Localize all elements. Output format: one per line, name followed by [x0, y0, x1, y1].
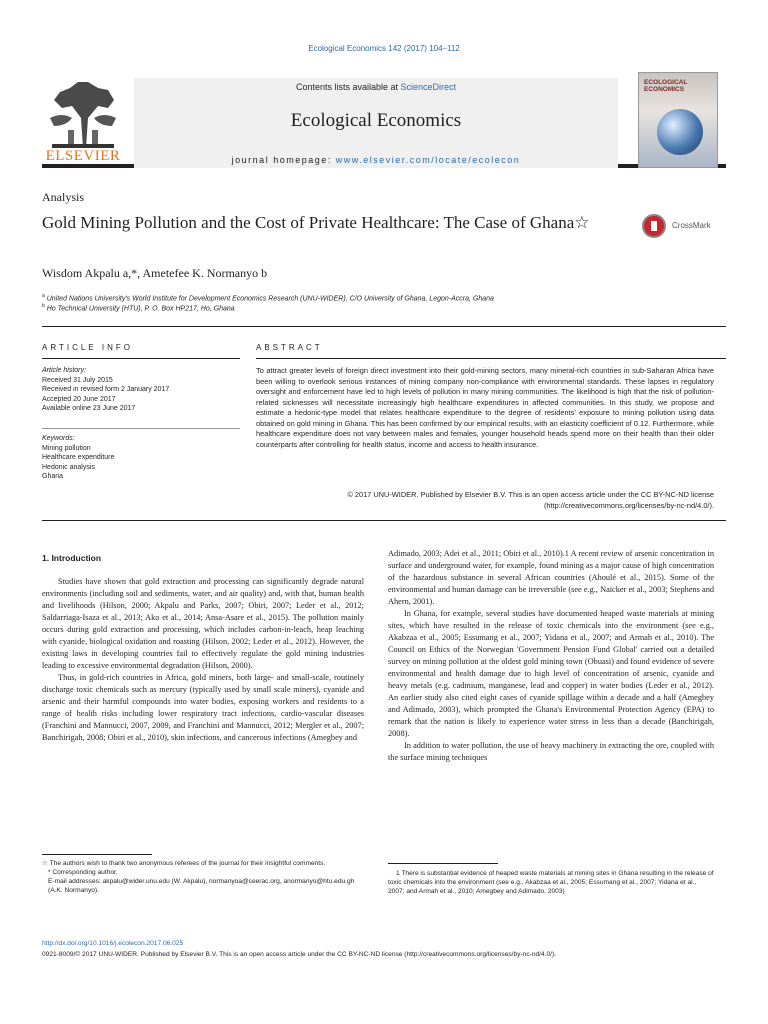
article-title: Gold Mining Pollution and the Cost of Private Healthcare: The Case of Ghana☆ — [42, 213, 590, 232]
footnote-rule-right — [388, 863, 498, 864]
intro-right-column — [388, 548, 714, 764]
keywords-label: Keywords: — [42, 435, 75, 442]
cover-title: ECOLOGICAL ECONOMICS — [644, 79, 688, 93]
abstract-license[interactable]: © 2017 UNU-WIDER. Published by Elsevier B.V. This is an open access article under the CC BY-NC-ND license (http://creativecommons.org/licenses/by-nc-nd/4.0/). — [347, 490, 714, 510]
header-rule — [42, 326, 726, 327]
doi-link[interactable] — [42, 940, 183, 947]
article-history — [42, 366, 240, 414]
keyword-item: Mining pollution — [42, 444, 91, 452]
doi-link-text[interactable]: http://dx.doi.org/10.1016/j.ecolecon.2017.06.025 — [42, 940, 184, 947]
author-list: Wisdom Akpalu a,*, Ametefee K. Normanyo b — [42, 266, 268, 280]
keyword-item: Ghana — [42, 473, 64, 480]
article-info-heading: ARTICLE INFO — [42, 343, 133, 352]
info-rule-top — [42, 358, 240, 359]
info-rule-middle — [42, 428, 240, 429]
intro-paragraph: In addition to water pollution, the use of heavy machinery in extracting the ore, coupled with the surface mining techniques — [388, 741, 714, 762]
journal-homepage: journal homepage: www.elsevier.com/locate/ecolecon — [231, 155, 521, 165]
keyword-item: Hedonic analysis — [42, 463, 95, 471]
journal-banner — [134, 78, 618, 168]
keyword-item: Healthcare expenditure — [42, 454, 115, 461]
article-section: Analysis — [42, 190, 84, 204]
homepage-link[interactable]: www.elsevier.com/locate/ecolecon — [335, 155, 521, 165]
history-accepted: Accepted 20 June 2017 — [42, 395, 116, 403]
footnote-rule-left — [42, 854, 152, 855]
keywords — [42, 434, 240, 482]
email-addresses[interactable]: E-mail addresses: akpalu@wider.unu.edu (W. Akpalu), normanyoa@ceerac.org, anormanyo@htu.edu.gh (A.K. Normanyo). — [48, 878, 355, 894]
left-footnotes — [42, 859, 368, 895]
issn-license-line: 0921-8009/© 2017 UNU-WIDER. Published by Elsevier B.V. This is an open access article under the CC BY-NC-ND license (http://creativecommons.org/licenses/by-nc-nd/4.0/). — [42, 951, 557, 958]
sciencedirect-link[interactable]: ScienceDirect — [400, 82, 457, 92]
intro-paragraph: Studies have shown that gold extraction and processing can significantly degrade natural environments (including soil and sediments, water, and air quality) and, with that, human health and livelihoods (Hilson, 2000; Akpalu and Parks, 2007; Obiri, 2007; Leder et al., 2012; Saldarriaga-Isaza et al., 2013; Ako et al., 2014; Ansa-Asare et al., 2015). The pollution mainly occurs during gold extraction and processing, which includes carbon-in-leach, heap leaching with cyanide, biological oxidation and roasting (Hilson, 2002; Leder et al., 2012). However, the existing laws in developing countries fail to effectively regulate the gold mining industries leading to excessive environmental degradation (Hilson, 2000). — [42, 577, 364, 670]
affiliation-a: $^a$ United Nations University's World Institute for Development Economics Research (UNU-WIDER), C/O University of Ghana, Legon-Accra, Ghana — [42, 293, 494, 303]
intro-paragraph: Thus, in gold-rich countries in Africa, gold miners, both large- and small-scale, routinely discharge toxic chemicals such as mercury (typically used by small scale miners), cyanide and arsenic and their harmful compounds into water bodies, exposing workers and residents to a range of health risks including lower respiratory tract infections, cardio-vascular diseases (Franchini and Mannucci, 2007, 2009, and Franchini and Mannucci, 2012; Mergler et al., 2007; Banchirigah, 2008; Obiri et al., 2010), skin infections, and cancerous infections (Amegbey and — [42, 673, 364, 742]
footnote-1: 1 There is substantial evidence of heaped waste materials at mining sites in Ghana resulting in the release of toxic chemicals into the environment (see e.g., Akabzaa et al., 2005; Essumang et al., 2007; Yidana et al., 2007; and Armah et al., 2010; Amegbey and Adimado, 2003) — [388, 870, 714, 895]
crossmark-icon — [642, 214, 666, 238]
acknowledgement-footnote: ☆ The authors wish to thank two anonymous referees of the journal for their insightful comments. — [42, 860, 326, 867]
history-label: Article history: — [42, 367, 86, 374]
intro-left-column — [42, 576, 364, 744]
abstract-rule-top — [256, 358, 726, 359]
abstract-rule-bottom — [42, 520, 726, 521]
abstract-heading: ABSTRACT — [256, 343, 323, 352]
crossmark-button[interactable] — [642, 214, 732, 240]
introduction-heading: 1. Introduction — [42, 553, 102, 563]
history-online: Available online 23 June 2017 — [42, 405, 136, 412]
elsevier-wordmark: ELSEVIER — [45, 148, 121, 164]
globe-icon — [657, 109, 703, 155]
journal-cover-thumbnail[interactable] — [638, 72, 718, 168]
history-revised: Received in revised form 2 January 2017 — [42, 386, 170, 393]
corresponding-author-note: * Corresponding author. — [48, 869, 118, 876]
masthead — [42, 72, 726, 168]
journal-name: Ecological Economics — [290, 110, 462, 131]
history-received: Received 31 July 2015 — [42, 376, 113, 384]
affiliation-b: $^b$ Ho Technical University (HTU), P. O. Box HP217, Ho, Ghana — [42, 303, 235, 313]
crossmark-label: CrossMark — [672, 221, 711, 230]
abstract-body: To attract greater levels of foreign direct investment into their gold-mining sectors, many mineral-rich countries in sub-Saharan Africa have been willing to overlook serious instances of mining company non-compliance with environmental standards. These lapses in regulatory oversight and enforcement have led to high levels of pollution in many mining communities. The likelihood is high that the risk of pollution-related sicknesses will necessitate increasingly high healthcare expenditures in affected communities. In this study, we propose and estimate a hedonic-type model that relates healthcare expenditure to the degree of residents' exposure to mining pollution using data obtained on gold mining in Ghana. This has been confirmed by our empirical results, with an elasticity coefficient of 0.12. Furthermore, while healthcare expenditure does not vary between males and females, younger household heads spend more on their health than their older counterparts after controlling for health status, income and access to health insurance. — [256, 366, 714, 449]
intro-paragraph: Adimado, 2003; Adei et al., 2011; Obiri et al., 2010).1 A recent review of arsenic concentration in surface and underground water, for example, found mining as a major cause of high concentration of the hazardous substance in several African countries (Ahoulé et al., 2015). Some of the environmental and human damage can be irreversible (see e.g., Naicker et al., 2003; Stephens and Ahern, 2001). — [388, 549, 714, 606]
contents-line: Contents lists available at ScienceDirect — [295, 82, 457, 92]
intro-paragraph: In Ghana, for example, several studies have documented heaped waste materials at mining sites, which have resulted in the release of toxic chemicals into the environment (see e.g., Akabzaa et al., 2005; Essumang et al., 2007; Yidana et al., 2007; and Armah et al., 2010). The Council on Ethics of the Norwegian 'Government Pension Fund Global' carried out a detailed survey on mining pollution at the oldest gold mining town (Obuasi) and found evidence of severe environmental and health damage due to high level of concentration of arsenic, cyanide and heavy metals (e.g. cadmium, manganese, lead and copper) in water bodies (Leder et al., 2012). An earlier study also cited eight cases of cyanide spillage within a decade and a half (Amegbey and Adimado, 2003), which prompted the Ghana's Environmental Protection Agency (EPA) to remark that the nation is likely to experience water stress in less than a decade (Banchirigah, 2008). — [388, 609, 714, 738]
journal-reference[interactable]: Ecological Economics 142 (2017) 104–112 — [308, 44, 460, 53]
